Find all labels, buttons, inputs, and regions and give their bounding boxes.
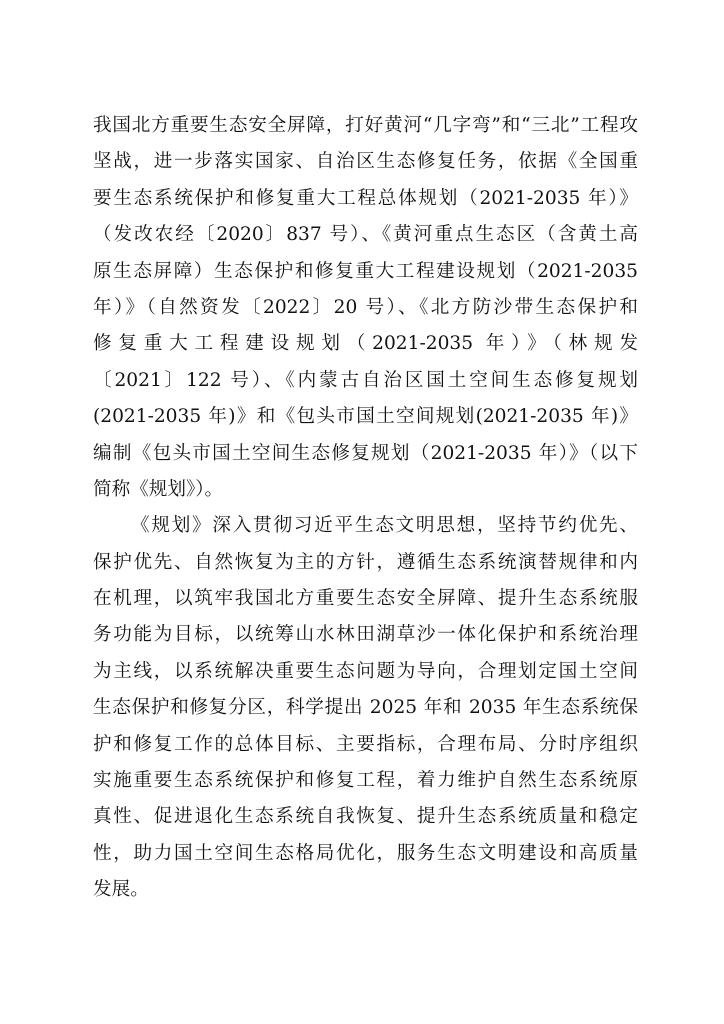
paragraph-2-line-6: 生态保护和修复分区，科学提出 2025 年和 2035 年生态系统保 <box>93 697 638 719</box>
paragraph-2-line-5: 为主线，以系统解决重要生态问题为导向，合理划定国土空间 <box>93 660 638 682</box>
paragraph-2-line-9: 真性、促进退化生态系统自我恢复、提升生态系统质量和稳定 <box>93 806 638 828</box>
paragraph-2-line-2: 保护优先、自然恢复为主的方针，遵循生态系统演替规律和内 <box>93 551 638 573</box>
paragraph-2-line-8: 实施重要生态系统保护和修复工程，着力维护自然生态系统原 <box>93 770 638 792</box>
paragraph-2-line-11: 发展。 <box>93 879 149 901</box>
paragraph-2-line-4: 务功能为目标，以统筹山水林田湖草沙一体化保护和系统治理 <box>93 624 638 646</box>
document-body <box>93 108 638 909</box>
paragraph-1-line-3: 要生态系统保护和修复重大工程总体规划（2021-2035 年）》 <box>93 187 638 209</box>
paragraph-1-line-8: 〔2021〕122 号）、《内蒙古自治区国土空间生态修复规划 <box>93 369 638 391</box>
paragraph-1-line-6: 年）》（自然资发〔2022〕20 号）、《北方防沙带生态保护和 <box>93 296 638 318</box>
paragraph-1-line-5: 原生态屏障）生态保护和修复重大工程建设规划（2021-2035 <box>93 260 638 282</box>
paragraph-2-line-10: 性，助力国土空间生态格局优化，服务生态文明建设和高质量 <box>93 842 638 864</box>
paragraph-2-line-3: 在机理，以筑牢我国北方重要生态安全屏障、提升生态系统服 <box>93 588 638 610</box>
paragraph-2-line-1: 《规划》深入贯彻习近平生态文明思想，坚持节约优先、 <box>131 515 638 537</box>
paragraph-1-line-10: 编制《包头市国土空间生态修复规划（2021-2035 年）》（以下 <box>93 442 638 464</box>
paragraph-1-line-2: 坚战，进一步落实国家、自治区生态修复任务，依据《全国重 <box>93 151 638 173</box>
paragraph-1-line-7: 修复重大工程建设规划（2021-2035 年）》（林规发 <box>93 333 638 355</box>
paragraph-1-line-11: 简称《规划》）。 <box>93 478 224 500</box>
paragraph-1-line-4: （发改农经〔2020〕837 号）、《黄河重点生态区（含黄土高 <box>93 224 638 246</box>
paragraph-1-line-1: 我国北方重要生态安全屏障，打好黄河“几字弯”和“三北”工程攻 <box>93 115 638 136</box>
paragraph-1-line-9: (2021-2035 年)》和《包头市国土空间规划(2021-2035 年)》 <box>93 406 638 428</box>
paragraph-2-line-7: 护和修复工作的总体目标、主要指标，合理布局、分时序组织 <box>93 733 638 755</box>
